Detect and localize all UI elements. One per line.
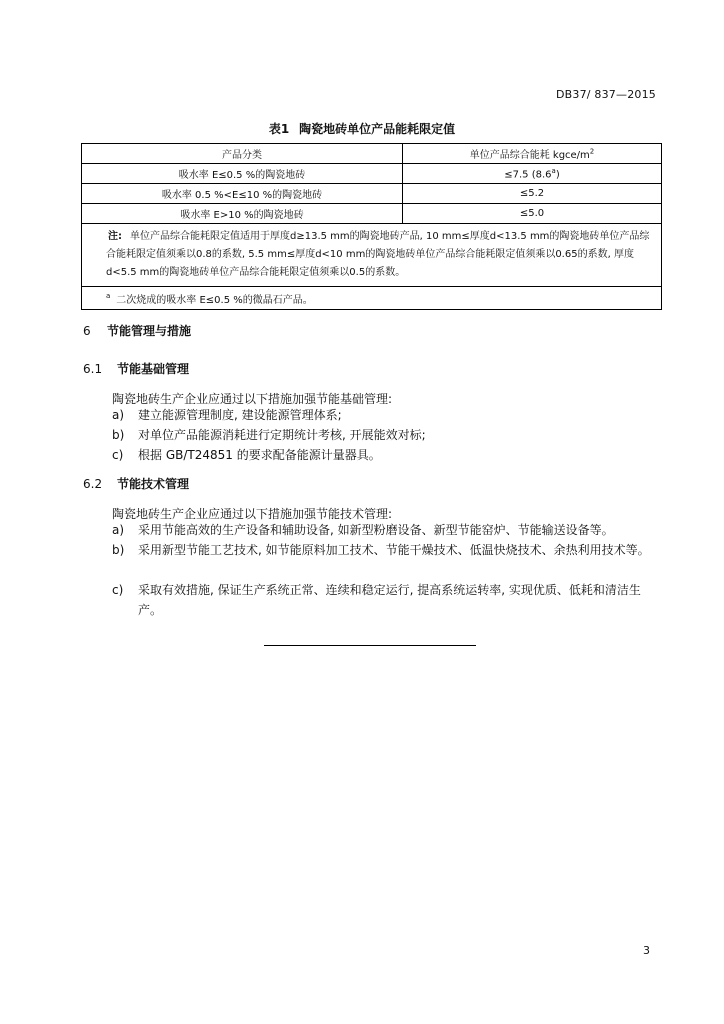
list-marker: c): [112, 448, 124, 462]
list-marker: c): [112, 583, 124, 597]
table-title: 陶瓷地砖单位产品能耗限定值: [299, 122, 456, 136]
page-number: 3: [643, 944, 650, 957]
section-6-1-heading: [83, 360, 189, 377]
table-row: [82, 164, 662, 184]
energy-limit-table: [81, 143, 662, 310]
footnote-mark: a: [106, 292, 111, 301]
section-6-1-intro: 陶瓷地砖生产企业应通过以下措施加强节能基础管理:: [112, 392, 393, 406]
table-note: [82, 224, 662, 287]
list-text: 根据 GB/T24851 的要求配备能源计量器具。: [138, 448, 381, 462]
table-row: [82, 184, 662, 204]
list-item: [112, 425, 662, 445]
table-note-row: [82, 224, 662, 287]
list-text: 采用新型节能工艺技术, 如节能原料加工技术、节能干燥技术、低温快烧技术、余热利用技术等。: [138, 543, 650, 557]
note-label: 注:: [108, 231, 122, 242]
list-text: 采用节能高效的生产设备和辅助设备, 如新型粉磨设备、新型节能窑炉、节能输送设备等。: [138, 523, 614, 537]
section-6-2-heading: [83, 475, 189, 492]
table-caption: [0, 120, 724, 137]
table-header-row: [82, 144, 662, 164]
section-6-heading: [83, 322, 191, 339]
section-number: 6: [83, 324, 91, 338]
document-code: DB37/ 837—2015: [555, 88, 656, 101]
section-number: 6.2: [83, 477, 103, 491]
table-footnote: [82, 287, 662, 310]
list-item: [112, 540, 662, 560]
header-energy-consumption-label: 单位产品综合能耗 kgce/m: [469, 150, 590, 161]
list-marker: a): [112, 408, 125, 422]
row-value-superscript: a: [551, 166, 556, 175]
table-footnote-row: [82, 287, 662, 310]
row-value-tail: ): [555, 169, 560, 181]
row-category: 吸水率 E>10 %的陶瓷地砖: [82, 204, 403, 224]
section-6-2-intro: 陶瓷地砖生产企业应通过以下措施加强节能技术管理:: [112, 507, 393, 521]
list-item: [112, 445, 662, 465]
section-title: 节能基础管理: [117, 362, 190, 376]
header-unit-superscript: 2: [589, 147, 595, 156]
list-item: [112, 405, 662, 425]
row-value: [403, 164, 662, 184]
header-energy-consumption: [403, 144, 662, 164]
section-title: 节能技术管理: [117, 477, 190, 491]
footnote-text: 二次烧成的吸水率 E≤0.5 %的微晶石产品。: [116, 294, 313, 306]
row-category: 吸水率 E≤0.5 %的陶瓷地砖: [82, 164, 403, 184]
table-number: 表1: [268, 122, 290, 136]
list-text: 对单位产品能源消耗进行定期统计考核, 开展能效对标;: [138, 428, 426, 442]
row-value-main: ≤7.5 (8.6: [504, 169, 552, 181]
list-marker: b): [112, 428, 125, 442]
list-marker: a): [112, 523, 125, 537]
row-value: ≤5.0: [403, 204, 662, 224]
list-marker: b): [112, 543, 125, 557]
section-title: 节能管理与措施: [107, 324, 192, 338]
list-text: 建立能源管理制度, 建设能源管理体系;: [138, 408, 342, 422]
row-value: ≤5.2: [403, 184, 662, 204]
end-divider: [264, 645, 476, 646]
section-number: 6.1: [83, 362, 103, 376]
table-row: [82, 204, 662, 224]
list-item: [112, 520, 662, 540]
header-product-category: 产品分类: [82, 144, 403, 164]
row-category: 吸水率 0.5 %<E≤10 %的陶瓷地砖: [82, 184, 403, 204]
list-item: [112, 580, 662, 620]
list-text: 采取有效措施, 保证生产系统正常、连续和稳定运行, 提高系统运转率, 实现优质、低耗和清洁生产。: [138, 583, 641, 617]
note-text: 单位产品综合能耗限定值适用于厚度d≥13.5 mm的陶瓷地砖产品, 10 mm≤厚度d<13.5 mm的陶瓷地砖单位产品综合能耗限定值须乘以0.8的系数, 5.5 mm≤厚度d<10 mm的陶瓷地砖单位产品综合能耗限定值须乘以0.65的系数, 厚度d<5.5 mm的陶瓷地砖单位产品综合能耗限定值须乘以0.5的系数。: [106, 231, 650, 278]
